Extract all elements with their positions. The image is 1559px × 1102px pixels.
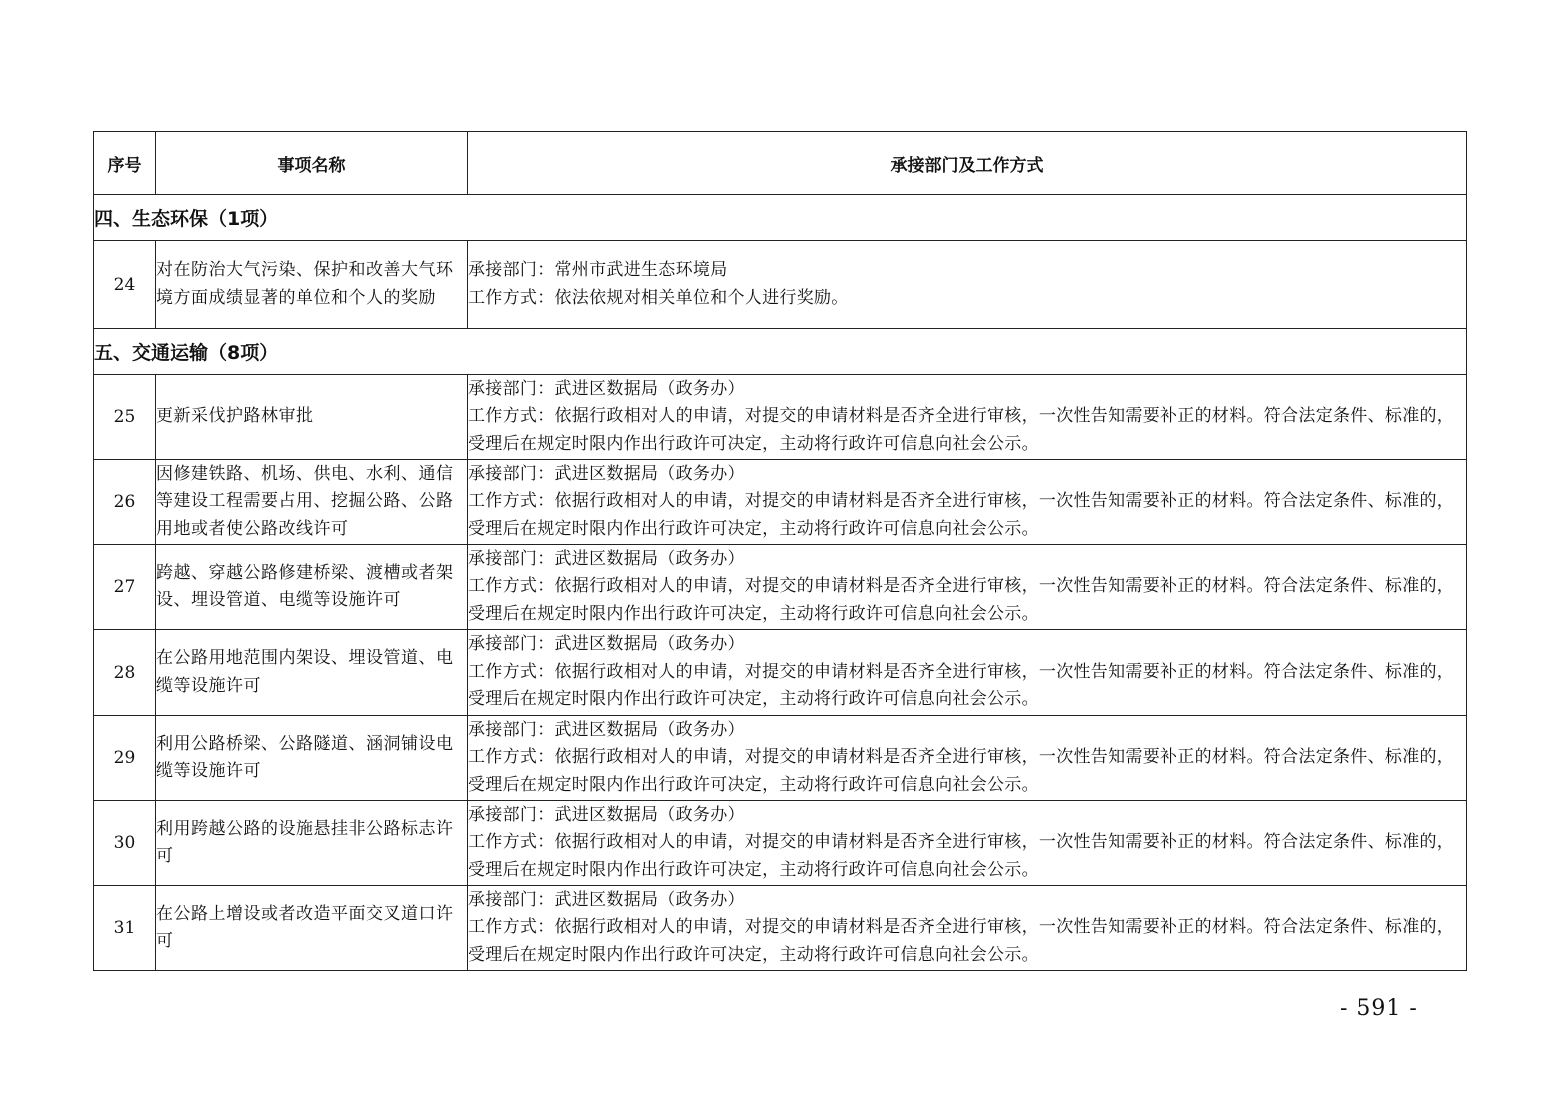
section-row (94, 195, 1467, 241)
row-dept: 承接部门：常州市武进生态环境局 (468, 260, 728, 280)
row-dept: 承接部门：武进区数据局（政务办） (468, 548, 745, 569)
row-method: 工作方式：依据行政相对人的申请，对提交的申请材料是否齐全进行审核，一次性告知需要补正的材料。符合法定条件、标准的，受理后在规定时限内作出行政许可决定，主动将行政许可信息向社会公示。 (468, 406, 1455, 454)
section-title: 四、生态环保（1项） (94, 195, 1467, 241)
row-number: 25 (94, 375, 156, 460)
row-number: 28 (94, 630, 156, 716)
row-name: 在公路上增设或者改造平面交叉道口许可 (156, 886, 468, 971)
section-row (94, 329, 1467, 375)
row-name: 对在防治大气污染、保护和改善大气环境方面成绩显著的单位和个人的奖励 (156, 241, 468, 329)
row-number: 29 (94, 716, 156, 801)
row-name: 利用公路桥梁、公路隧道、涵洞铺设电缆等设施许可 (156, 716, 468, 801)
row-number: 26 (94, 460, 156, 545)
row-number: 31 (94, 886, 156, 971)
row-dept: 承接部门：武进区数据局（政务办） (468, 463, 745, 484)
table-row (94, 460, 1467, 545)
row-dept-cell (468, 545, 1467, 630)
page-number: - 591 - (1340, 996, 1418, 1021)
items-table (93, 131, 1467, 971)
row-number: 24 (94, 241, 156, 329)
row-dept: 承接部门：武进区数据局（政务办） (468, 634, 745, 655)
row-method: 工作方式：依据行政相对人的申请，对提交的申请材料是否齐全进行审核，一次性告知需要补正的材料。符合法定条件、标准的，受理后在规定时限内作出行政许可决定，主动将行政许可信息向社会公示。 (468, 917, 1455, 965)
row-dept-cell (468, 801, 1467, 886)
row-method: 工作方式：依据行政相对人的申请，对提交的申请材料是否齐全进行审核，一次性告知需要补正的材料。符合法定条件、标准的，受理后在规定时限内作出行政许可决定，主动将行政许可信息向社会公示。 (468, 747, 1455, 795)
row-dept: 承接部门：武进区数据局（政务办） (468, 719, 745, 740)
row-dept-cell (468, 886, 1467, 971)
row-name: 在公路用地范围内架设、埋设管道、电缆等设施许可 (156, 630, 468, 716)
table-row (94, 375, 1467, 460)
table-row (94, 716, 1467, 801)
header-number: 序号 (94, 132, 156, 195)
header-name: 事项名称 (156, 132, 468, 195)
row-dept-cell (468, 375, 1467, 460)
row-dept: 承接部门：武进区数据局（政务办） (468, 378, 745, 399)
header-row (94, 132, 1467, 195)
header-dept: 承接部门及工作方式 (468, 132, 1467, 195)
row-dept: 承接部门：武进区数据局（政务办） (468, 889, 745, 910)
row-dept-cell (468, 630, 1467, 716)
row-dept-cell (468, 716, 1467, 801)
row-number: 27 (94, 545, 156, 630)
table-row (94, 886, 1467, 971)
row-dept-cell (468, 241, 1467, 329)
table-row (94, 545, 1467, 630)
row-method: 工作方式：依据行政相对人的申请，对提交的申请材料是否齐全进行审核，一次性告知需要补正的材料。符合法定条件、标准的，受理后在规定时限内作出行政许可决定，主动将行政许可信息向社会公示。 (468, 661, 1455, 710)
row-method: 工作方式：依据行政相对人的申请，对提交的申请材料是否齐全进行审核，一次性告知需要补正的材料。符合法定条件、标准的，受理后在规定时限内作出行政许可决定，主动将行政许可信息向社会公示。 (468, 832, 1455, 880)
table-row (94, 241, 1467, 329)
row-dept: 承接部门：武进区数据局（政务办） (468, 804, 745, 825)
row-name: 跨越、穿越公路修建桥梁、渡槽或者架设、埋设管道、电缆等设施许可 (156, 545, 468, 630)
section-title: 五、交通运输（8项） (94, 329, 1467, 375)
row-method: 工作方式：依据行政相对人的申请，对提交的申请材料是否齐全进行审核，一次性告知需要补正的材料。符合法定条件、标准的，受理后在规定时限内作出行政许可决定，主动将行政许可信息向社会公示。 (468, 491, 1455, 539)
table-row (94, 801, 1467, 886)
row-name: 因修建铁路、机场、供电、水利、通信等建设工程需要占用、挖掘公路、公路用地或者使公路改线许可 (156, 460, 468, 545)
row-name: 利用跨越公路的设施悬挂非公路标志许可 (156, 801, 468, 886)
row-dept-cell (468, 460, 1467, 545)
row-method: 工作方式：依法依规对相关单位和个人进行奖励。 (468, 287, 849, 308)
row-number: 30 (94, 801, 156, 886)
row-name: 更新采伐护路林审批 (156, 375, 468, 460)
row-method: 工作方式：依据行政相对人的申请，对提交的申请材料是否齐全进行审核，一次性告知需要补正的材料。符合法定条件、标准的，受理后在规定时限内作出行政许可决定，主动将行政许可信息向社会公示。 (468, 576, 1455, 624)
table-row (94, 630, 1467, 716)
